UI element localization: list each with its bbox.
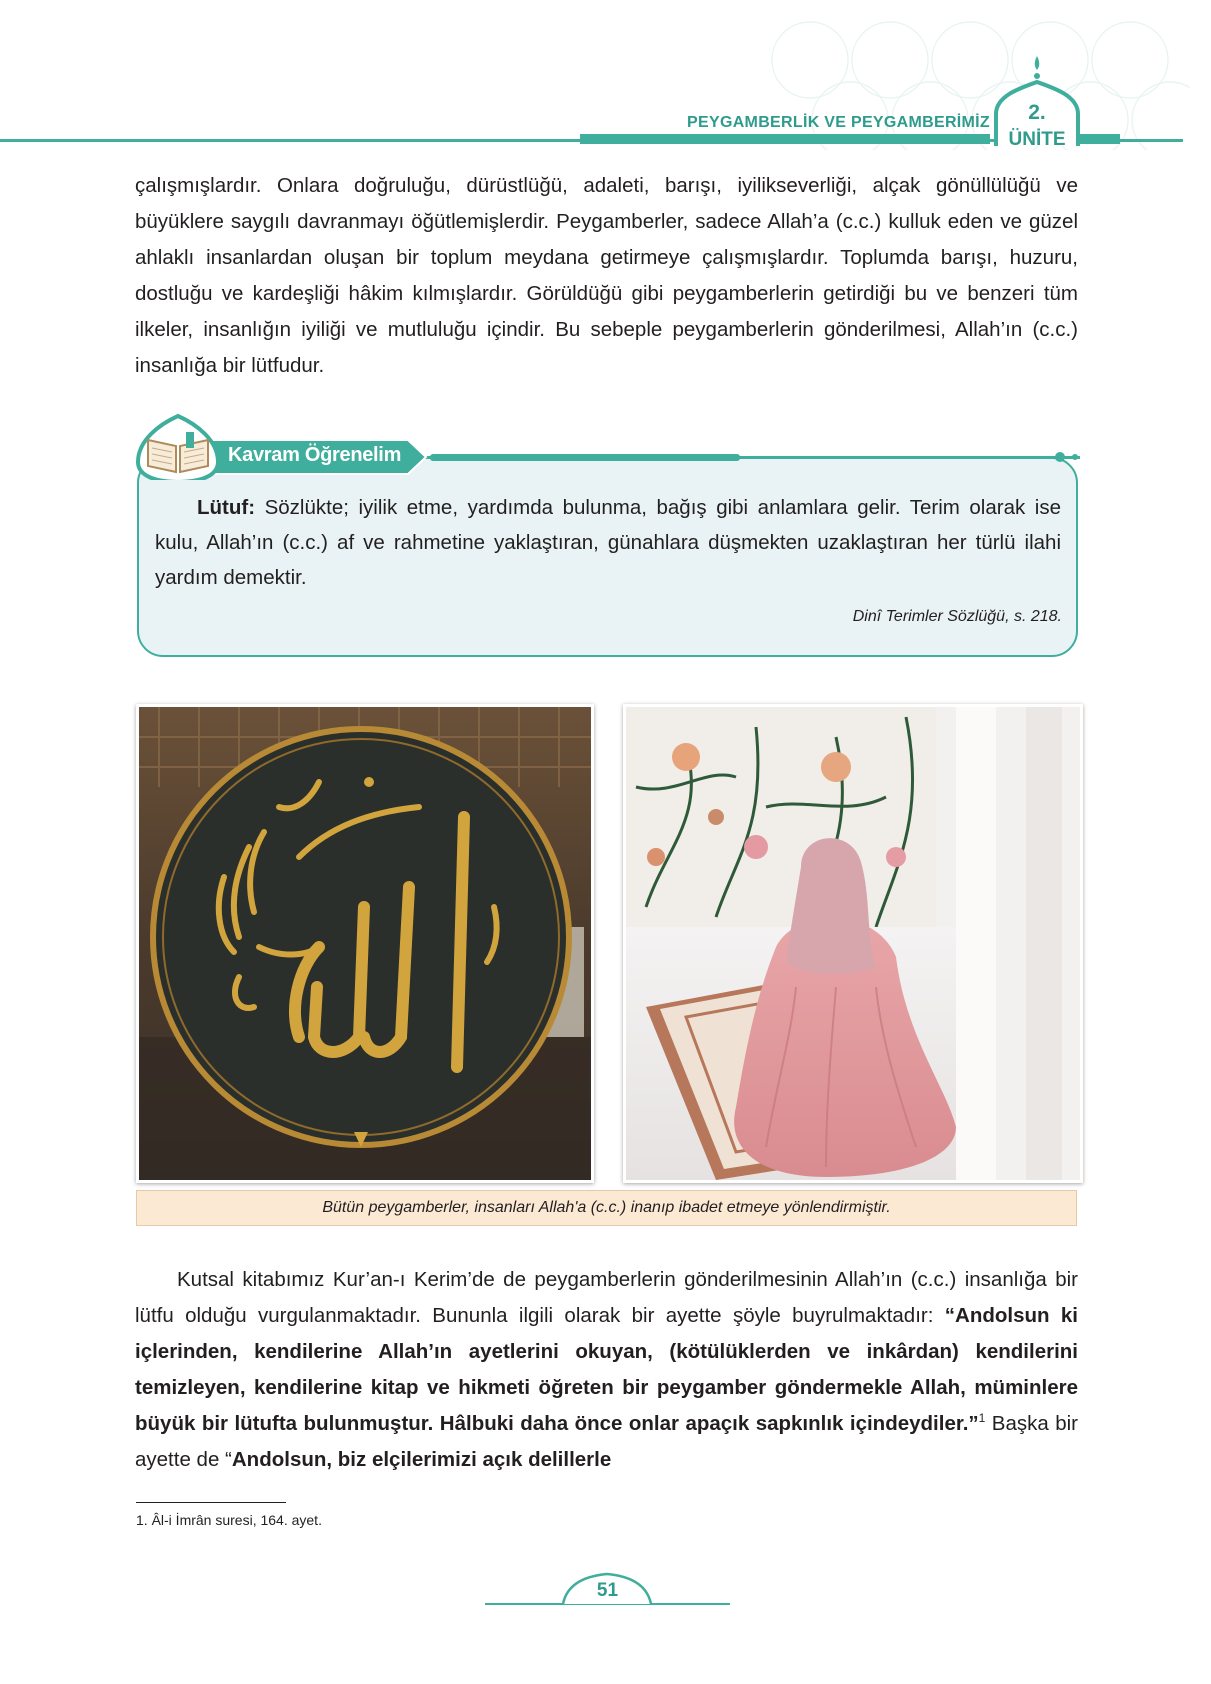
header-accent-bar <box>580 134 990 144</box>
concept-box-title: Kavram Öğrenelim <box>228 444 402 466</box>
footnote-reference: 1 <box>978 1411 986 1426</box>
page-number: 51 <box>596 1580 619 1601</box>
concept-definition <box>155 490 1061 595</box>
footnote-rule <box>136 1502 286 1503</box>
image-caption: Bütün peygamberler, insanları Allah'a (c.c.) inanıp ibadet etmeye yönlendirmiştir. <box>136 1190 1077 1226</box>
calligraphy-roundel-illustration <box>139 707 591 1180</box>
unit-label: ÜNİTE <box>1008 129 1066 150</box>
body-paragraph-2 <box>135 1262 1078 1478</box>
praying-woman-illustration <box>626 707 1080 1180</box>
chapter-title: PEYGAMBERLİK VE PEYGAMBERİMİZ <box>687 114 990 131</box>
calligraphy-image <box>136 704 594 1183</box>
concept-source: Dinî Terimler Sözlüğü, s. 218. <box>852 608 1062 625</box>
praying-woman-image <box>623 704 1083 1183</box>
quote-verse-2: Andolsun, biz elçilerimizi açık delillerle <box>231 1448 612 1471</box>
paragraph2-middle: Başka bir ayette de “ <box>135 1412 1078 1471</box>
unit-number: 2. <box>1028 101 1046 124</box>
body-paragraph-1: çalışmışlardır. Onlara doğruluğu, dürüstlüğü, adaleti, barışı, iyilikseverliği, alçak gönüllülüğü ve büyüklere saygılı davranmayı öğütlemişlerdir. Peygamberler, sadece Allah’a (c.c.) kulluk eden ve güzel ahlaklı insanlardan oluşan bir toplum meydana getirmeye çalışmışlardır. Toplumda barışı, huzuru, dostluğu ve kardeşliği hâkim kılmışlardır. Görüldüğü gibi peygamberlerin getirdiği bu ve benzeri tüm ilkeler, insanlığın iyiliği ve mutluluğu içindir. Bu sebeple peygamberlerin gönderilmesi, Allah’ın (c.c.) insanlığa bir lütfudur. <box>135 174 1078 377</box>
concept-definition-text: Sözlükte; iyilik etme, yardımda bulunma, bağış gibi anlamlara gelir. Terim olarak ise kulu, Allah’ın (c.c.) af ve rahmetine yaklaştıran, günahlara düşmekten uzaklaştıran her türlü ilahi yardım demektir. <box>155 496 1061 589</box>
quote-verse-1: “Andolsun ki içlerinden, kendilerine Allah’ın ayetlerini okuyan, (kötülüklerden ve inkârdan) kendilerini temizleyen, kendilerine kitap ve hikmeti öğreten bir peygamber göndermekle Allah, müminlere büyük bir lütufta bulunmuştur. Hâlbuki daha önce onlar apaçık sapkınlık içindeydiler.” <box>135 1304 1078 1435</box>
paragraph2-intro: Kutsal kitabımız Kur’an-ı Kerim’de de peygamberlerin gönderilmesinin Allah’ın (c.c.) insanlığa bir lütfu olduğu vurgulanmaktadır. Bununla ilgili olarak bir ayette şöyle buyrulmaktadır: <box>135 1268 1078 1327</box>
concept-term: Lütuf: <box>197 496 256 519</box>
footnote-text: 1. Âl-i İmrân suresi, 164. ayet. <box>136 1512 322 1528</box>
header-accent-bar-right <box>1078 134 1120 144</box>
